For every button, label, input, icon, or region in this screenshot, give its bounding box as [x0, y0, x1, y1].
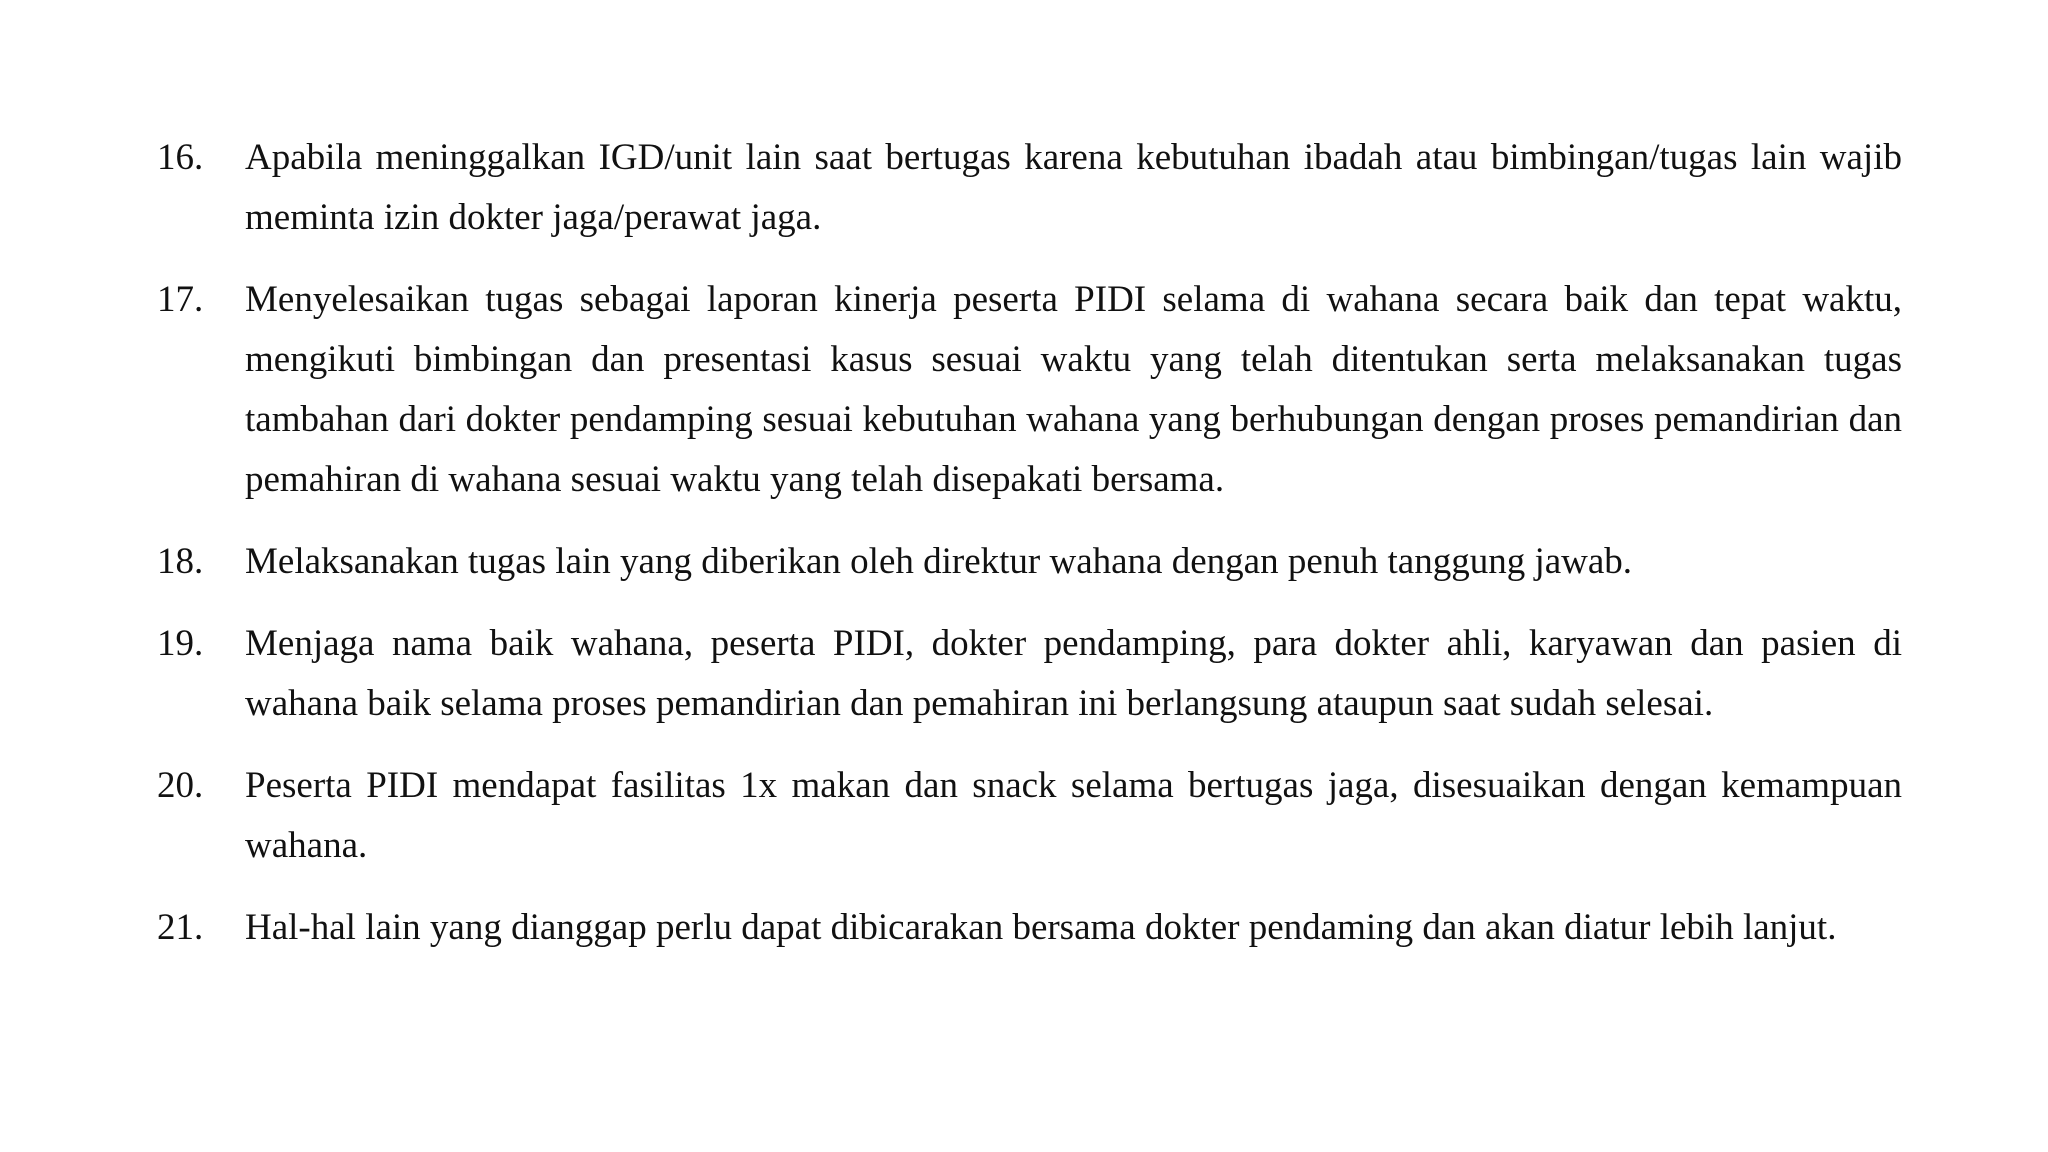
- item-text: Hal-hal lain yang dianggap perlu dapat dibicarakan bersama dokter pendaming dan akan diatur lebih lanjut.: [245, 907, 1837, 948]
- item-number: 16.: [157, 137, 204, 178]
- item-number: 19.: [157, 623, 204, 664]
- item-text: Menyelesaikan tugas sebagai laporan kinerja peserta PIDI selama di wahana secara baik dan tepat waktu, mengikuti bimbingan dan presentasi kasus sesuai waktu yang telah ditentukan serta melaksanakan tugas tambahan dari dokter pendamping sesuai kebutuhan wahana yang berhubungan dengan proses pemandirian dan pemahiran di wahana sesuai waktu yang telah disepakati bersama.: [245, 279, 1902, 500]
- list-item: [157, 898, 1902, 958]
- list-item: [157, 614, 1902, 734]
- item-text: Peserta PIDI mendapat fasilitas 1x makan dan snack selama bertugas jaga, disesuaikan dengan kemampuan wahana.: [245, 765, 1902, 866]
- item-number: 17.: [157, 279, 204, 320]
- numbered-list: [157, 128, 1902, 980]
- list-item: [157, 270, 1902, 510]
- item-text: Apabila meninggalkan IGD/unit lain saat bertugas karena kebutuhan ibadah atau bimbingan/tugas lain wajib meminta izin dokter jaga/perawat jaga.: [245, 137, 1902, 238]
- list-item: [157, 532, 1902, 592]
- item-number: 18.: [157, 541, 204, 582]
- item-number: 21.: [157, 907, 204, 948]
- item-number: 20.: [157, 765, 204, 806]
- list-item: [157, 756, 1902, 876]
- item-text: Menjaga nama baik wahana, peserta PIDI, dokter pendamping, para dokter ahli, karyawan dan pasien di wahana baik selama proses pemandirian dan pemahiran ini berlangsung ataupun saat sudah selesai.: [245, 623, 1902, 724]
- list-item: [157, 128, 1902, 248]
- item-text: Melaksanakan tugas lain yang diberikan oleh direktur wahana dengan penuh tanggung jawab.: [245, 541, 1633, 582]
